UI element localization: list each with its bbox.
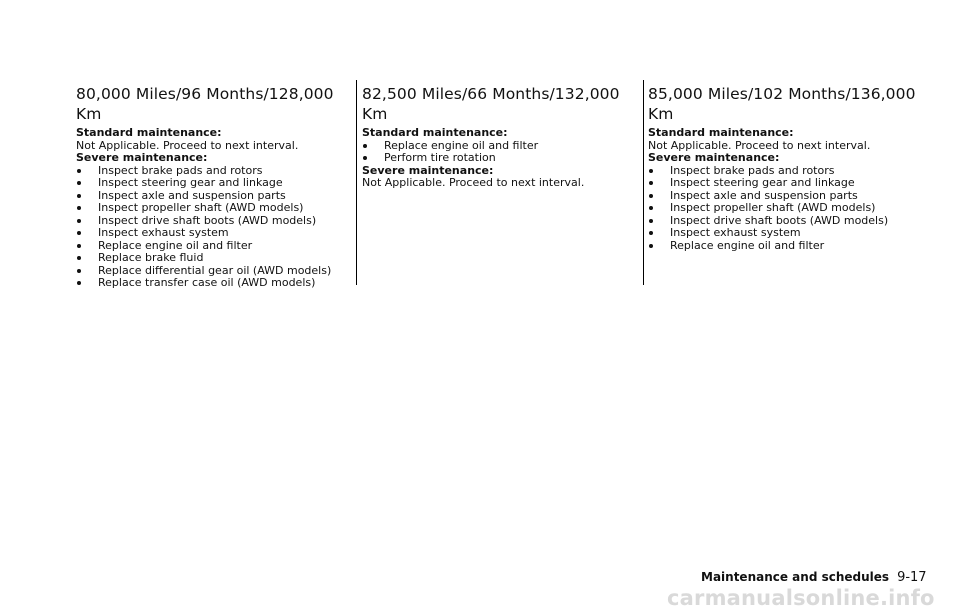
- bullet-icon: [77, 194, 81, 198]
- bullet-icon: [77, 181, 81, 185]
- column-divider: [643, 80, 644, 285]
- list-item: Replace brake fluid: [76, 252, 354, 265]
- footer-section-title: Maintenance and schedules: [701, 570, 890, 584]
- list-item: Inspect drive shaft boots (AWD models): [648, 215, 928, 228]
- list-item: Perform tire rotation: [362, 152, 638, 165]
- interval-column-85000: [648, 84, 928, 252]
- page-number: 9-17: [897, 570, 927, 585]
- severe-maintenance-label: Severe maintenance:: [648, 151, 780, 164]
- standard-maintenance-list: [362, 140, 638, 165]
- list-item: Inspect propeller shaft (AWD models): [648, 202, 928, 215]
- list-item: Inspect steering gear and linkage: [76, 177, 354, 190]
- bullet-icon: [77, 256, 81, 260]
- list-item: Inspect axle and suspension parts: [648, 190, 928, 203]
- bullet-icon: [649, 194, 653, 198]
- interval-column-82500: [362, 84, 638, 190]
- list-item: Replace differential gear oil (AWD models): [76, 265, 354, 278]
- list-item: Replace engine oil and filter: [362, 140, 638, 153]
- list-item: Replace transfer case oil (AWD models): [76, 277, 354, 290]
- interval-heading: 82,500 Miles/66 Months/132,000 Km: [362, 85, 620, 123]
- interval-heading: 85,000 Miles/102 Months/136,000 Km: [648, 85, 916, 123]
- page-footer: [701, 570, 927, 585]
- list-item: Inspect brake pads and rotors: [648, 165, 928, 178]
- list-item: Inspect drive shaft boots (AWD models): [76, 215, 354, 228]
- severe-maintenance-label: Severe maintenance:: [76, 151, 208, 164]
- list-item: Inspect propeller shaft (AWD models): [76, 202, 354, 215]
- bullet-icon: [649, 169, 653, 173]
- list-item: Inspect steering gear and linkage: [648, 177, 928, 190]
- list-item: Inspect exhaust system: [648, 227, 928, 240]
- standard-maintenance-text: Not Applicable. Proceed to next interval.: [648, 138, 871, 152]
- standard-maintenance-label: Standard maintenance:: [648, 126, 794, 139]
- column-divider: [356, 80, 357, 285]
- bullet-icon: [77, 169, 81, 173]
- bullet-icon: [77, 269, 81, 273]
- bullet-icon: [77, 231, 81, 235]
- bullet-icon: [77, 244, 81, 248]
- list-item: Inspect brake pads and rotors: [76, 165, 354, 178]
- bullet-icon: [649, 181, 653, 185]
- list-item: Replace engine oil and filter: [648, 240, 928, 253]
- bullet-icon: [363, 144, 367, 148]
- bullet-icon: [649, 219, 653, 223]
- bullet-icon: [649, 206, 653, 210]
- interval-column-80000: [76, 84, 354, 290]
- severe-maintenance-text: Not Applicable. Proceed to next interval.: [362, 176, 585, 189]
- bullet-icon: [77, 219, 81, 223]
- list-item: Replace engine oil and filter: [76, 240, 354, 253]
- bullet-icon: [649, 244, 653, 248]
- standard-maintenance-text: Not Applicable. Proceed to next interval.: [76, 138, 299, 152]
- standard-maintenance-label: Standard maintenance:: [362, 126, 508, 139]
- bullet-icon: [77, 281, 81, 285]
- bullet-icon: [649, 231, 653, 235]
- bullet-icon: [363, 156, 367, 160]
- severe-maintenance-list: [76, 165, 354, 290]
- list-item: Inspect axle and suspension parts: [76, 190, 354, 203]
- interval-heading: 80,000 Miles/96 Months/128,000 Km: [76, 85, 334, 123]
- bullet-icon: [77, 206, 81, 210]
- severe-maintenance-list: [648, 165, 928, 253]
- watermark: carmanualsonline.info: [667, 586, 935, 610]
- severe-maintenance-label: Severe maintenance:: [362, 163, 494, 177]
- standard-maintenance-label: Standard maintenance:: [76, 126, 222, 139]
- list-item: Inspect exhaust system: [76, 227, 354, 240]
